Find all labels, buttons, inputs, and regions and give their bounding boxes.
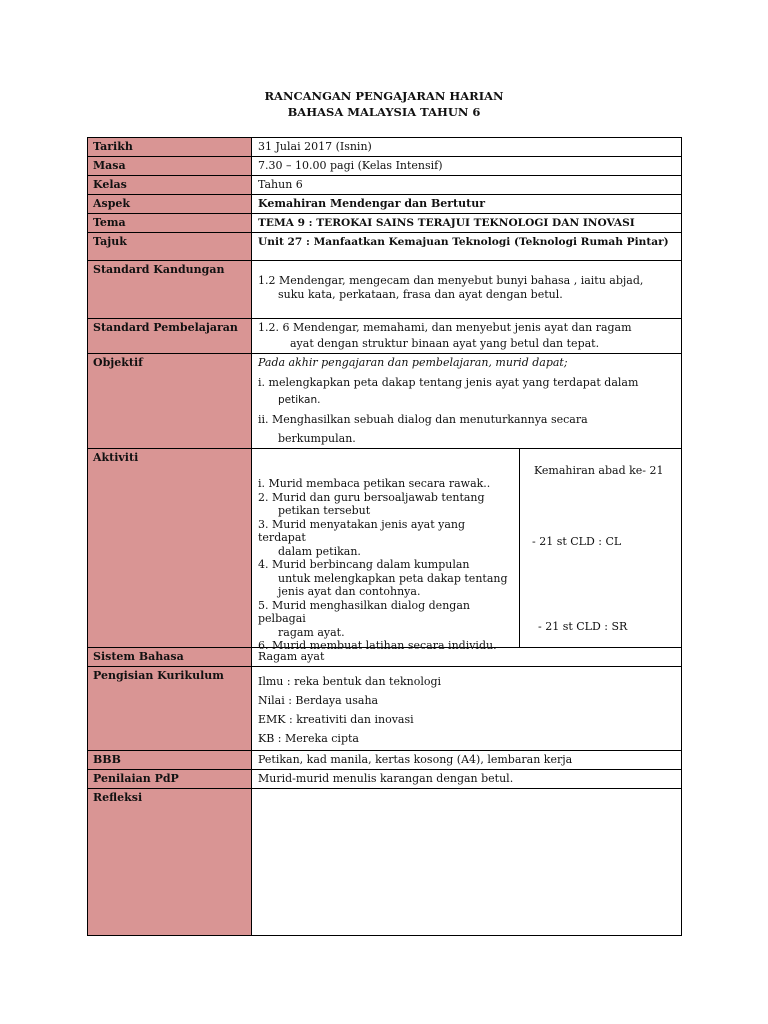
label-sistem-bahasa: Sistem Bahasa [88, 648, 252, 667]
value-aktiviti [252, 449, 682, 652]
row-penilaian-pdp [88, 770, 682, 789]
aktiviti-step: petikan tersebut [278, 504, 371, 517]
value-pengisian-kurikulum [252, 667, 682, 751]
value-standard-pembelajaran [252, 319, 682, 354]
aktiviti-steps [252, 449, 520, 652]
aktiviti-step: untuk melengkapkan peta dakap tentang [278, 571, 508, 585]
aktiviti-step: 6. Murid membuat latihan secara individu. [258, 639, 497, 652]
pengisian-kb: KB : Mereka cipta [258, 732, 359, 745]
label-bbb: BBB [88, 751, 252, 770]
pengisian-emk: EMK : kreativiti dan inovasi [258, 713, 414, 726]
row-pengisian-kurikulum [88, 667, 682, 751]
document-title: RANCANGAN PENGAJARAN HARIAN [264, 89, 504, 103]
row-standard-kandungan [88, 261, 682, 319]
standard-pembelajaran-line-1: 1.2. 6 Mendengar, memahami, dan menyebut jenis ayat dan ragam [258, 321, 632, 334]
aktiviti-step: dalam petikan. [278, 544, 361, 558]
row-objektif [88, 354, 682, 449]
aktiviti-step: ragam ayat. [278, 625, 345, 639]
standard-kandungan-line-2: suku kata, perkataan, frasa dan ayat dengan betul. [278, 288, 563, 301]
aktiviti-step: 4. Murid berbincang dalam kumpulan [258, 558, 470, 571]
row-tema [88, 214, 682, 233]
row-aktiviti [88, 449, 682, 648]
label-kelas: Kelas [88, 176, 252, 195]
skill-sr: - 21 st CLD : SR [538, 620, 628, 633]
row-tajuk [88, 233, 682, 261]
row-refleksi [88, 789, 682, 936]
label-objektif: Objektif [88, 354, 252, 449]
label-standard-kandungan: Standard Kandungan [88, 261, 252, 319]
pengisian-ilmu: Ilmu : reka bentuk dan teknologi [258, 675, 442, 688]
row-masa [88, 157, 682, 176]
label-tarikh: Tarikh [88, 138, 252, 157]
standard-kandungan-line-1: 1.2 Mendengar, mengecam dan menyebut bunyi bahasa , iaitu abjad, [258, 274, 644, 287]
aktiviti-step: jenis ayat dan contohnya. [278, 585, 421, 598]
objektif-item-2-line-1: ii. Menghasilkan sebuah dialog dan menuturkannya secara [258, 413, 588, 426]
value-masa: 7.30 – 10.00 pagi (Kelas Intensif) [252, 157, 682, 176]
objektif-intro: Pada akhir pengajaran dan pembelajaran, murid dapat; [258, 356, 568, 369]
label-aspek: Aspek [88, 195, 252, 214]
label-refleksi: Refleksi [88, 789, 252, 936]
objektif-item-1-line-1: i. melengkapkan peta dakap tentang jenis ayat yang terdapat dalam [258, 376, 639, 389]
value-tarikh: 31 Julai 2017 (Isnin) [252, 138, 682, 157]
standard-pembelajaran-line-2: ayat dengan struktur binaan ayat yang betul dan tepat. [290, 337, 600, 350]
label-penilaian-pdp: Penilaian PdP [88, 770, 252, 789]
aktiviti-step: 3. Murid menyatakan jenis ayat yang terdapat [258, 517, 466, 544]
label-tajuk: Tajuk [88, 233, 252, 261]
value-tema: TEMA 9 : TEROKAI SAINS TERAJUI TEKNOLOGI DAN INOVASI [252, 214, 682, 233]
aktiviti-step: 2. Murid dan guru bersoaljawab tentang [258, 490, 485, 504]
label-masa: Masa [88, 157, 252, 176]
row-bbb [88, 751, 682, 770]
objektif-item-1-line-2: petikan. [278, 394, 321, 406]
value-penilaian-pdp: Murid-murid menulis karangan dengan betul. [252, 770, 682, 789]
document-subtitle: BAHASA MALAYSIA TAHUN 6 [287, 105, 481, 119]
row-kelas [88, 176, 682, 195]
value-objektif [252, 354, 682, 449]
label-tema: Tema [88, 214, 252, 233]
value-aspek: Kemahiran Mendengar dan Bertutur [252, 195, 682, 214]
label-pengisian-kurikulum: Pengisian Kurikulum [88, 667, 252, 751]
aktiviti-step: 5. Murid menghasilkan dialog dengan pelbagai [258, 598, 470, 625]
value-sistem-bahasa: Ragam ayat [252, 648, 682, 667]
objektif-item-2-line-2: berkumpulan. [278, 432, 356, 445]
value-tajuk: Unit 27 : Manfaatkan Kemajuan Teknologi (Teknologi Rumah Pintar) [252, 233, 682, 261]
skills-heading: Kemahiran abad ke- 21 [534, 464, 664, 477]
row-tarikh [88, 138, 682, 157]
row-aspek [88, 195, 682, 214]
aktiviti-step: i. Murid membaca petikan secara rawak.. [258, 477, 491, 490]
aktiviti-skills [520, 449, 681, 647]
label-aktiviti: Aktiviti [88, 449, 252, 648]
skill-cl: - 21 st CLD : CL [532, 535, 622, 548]
value-bbb: Petikan, kad manila, kertas kosong (A4), lembaran kerja [252, 751, 682, 770]
lesson-plan-table [87, 137, 682, 936]
row-standard-pembelajaran [88, 319, 682, 354]
value-standard-kandungan [252, 261, 682, 319]
value-refleksi [252, 789, 682, 936]
label-standard-pembelajaran: Standard Pembelajaran [88, 319, 252, 354]
pengisian-nilai: Nilai : Berdaya usaha [258, 694, 379, 707]
value-kelas: Tahun 6 [252, 176, 682, 195]
